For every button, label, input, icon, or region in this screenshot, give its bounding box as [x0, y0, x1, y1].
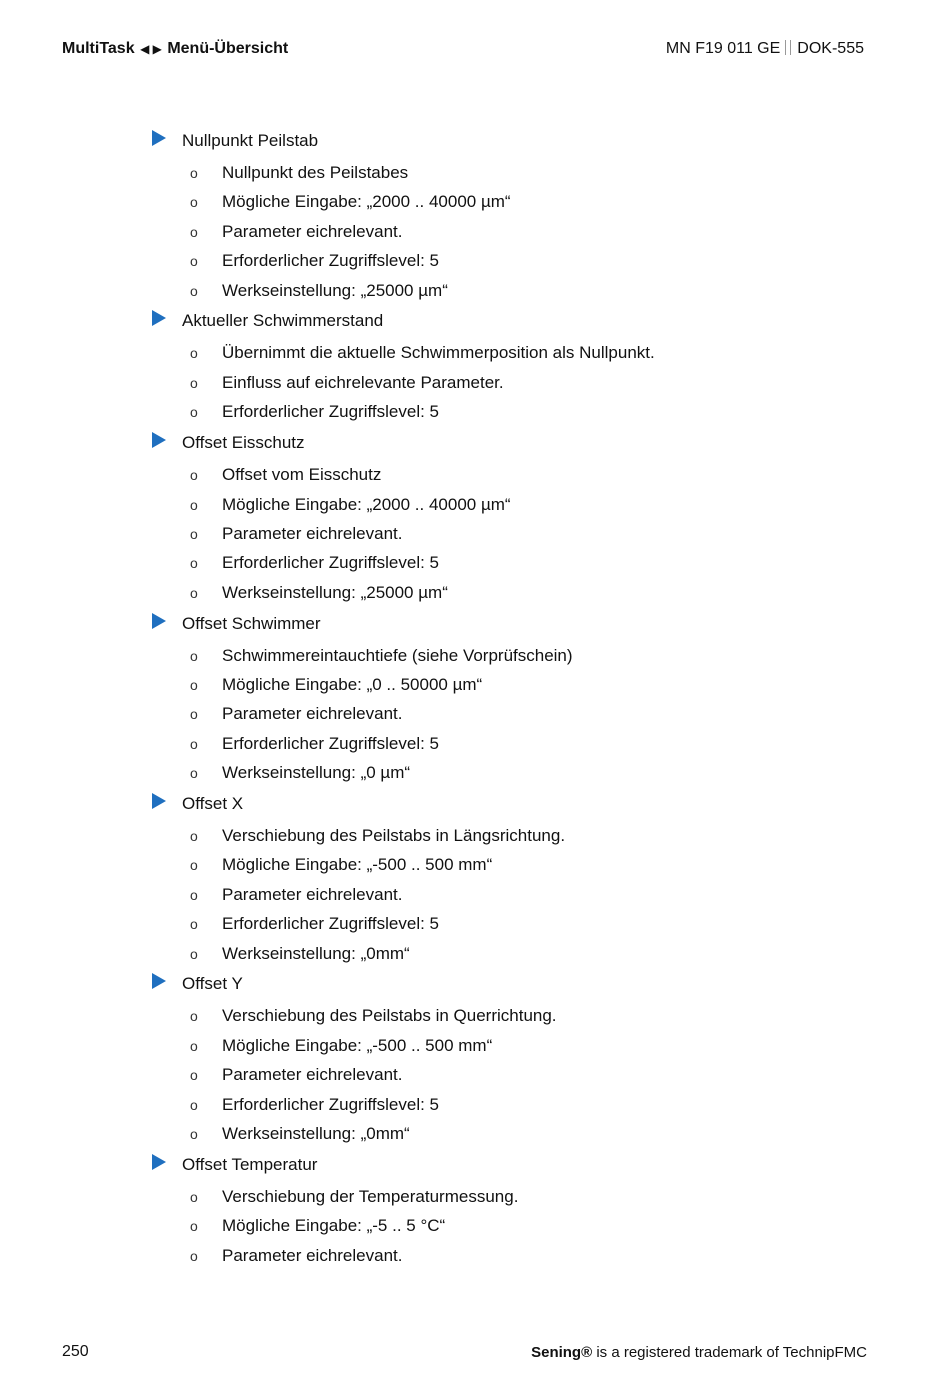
parameter-section: [150, 610, 870, 788]
list-item: [150, 1031, 870, 1060]
parameter-title-row: [150, 790, 870, 821]
circle-bullet-icon: o: [190, 1067, 198, 1084]
parameter-title: Offset Temperatur: [182, 1154, 318, 1174]
list-item: [150, 368, 870, 397]
list-item-text: Parameter eichrelevant.: [222, 1065, 403, 1085]
parameter-title: Offset X: [182, 794, 244, 814]
triangle-bullet-icon: [152, 613, 166, 629]
list-item-text: Erforderlicher Zugriffslevel: 5: [222, 914, 439, 934]
parameter-title: Aktueller Schwimmerstand: [182, 311, 384, 331]
list-item-text: Nullpunkt des Peilstabes: [222, 163, 409, 182]
list-item-text: Verschiebung des Peilstabs in Querrichtung.: [222, 1006, 557, 1026]
list-item: [150, 217, 870, 246]
circle-bullet-icon: o: [190, 374, 198, 391]
circle-bullet-icon: o: [190, 345, 198, 362]
circle-bullet-icon: o: [190, 194, 198, 211]
parameter-section: [150, 429, 870, 607]
list-item-text: Mögliche Eingabe: „2000 .. 40000 µm“: [222, 192, 511, 212]
triangle-bullet-icon: [152, 793, 166, 809]
parameter-title-row: [150, 127, 870, 158]
list-item-text: Erforderlicher Zugriffslevel: 5: [222, 402, 439, 422]
list-item: [150, 1001, 870, 1030]
circle-bullet-icon: o: [190, 1037, 198, 1054]
list-item-text: Mögliche Eingabe: „-500 .. 500 mm“: [222, 1035, 493, 1055]
circle-bullet-icon: o: [190, 496, 198, 513]
list-item-text: Parameter eichrelevant.: [222, 523, 403, 543]
list-item: [150, 490, 870, 519]
circle-bullet-icon: o: [190, 765, 198, 782]
list-item: [150, 397, 870, 426]
trademark-notice: [531, 1344, 867, 1361]
circle-bullet-icon: o: [190, 525, 198, 542]
list-item-text: Mögliche Eingabe: „-5 .. 5 °C“: [222, 1216, 446, 1236]
circle-bullet-icon: o: [190, 1188, 198, 1205]
circle-bullet-icon: o: [190, 735, 198, 752]
double-bar-divider: [785, 40, 791, 55]
list-item-text: Erforderlicher Zugriffslevel: 5: [222, 553, 439, 573]
list-item: [150, 850, 870, 879]
parameter-section: [150, 1151, 870, 1270]
list-item-text: Offset vom Eisschutz: [222, 465, 382, 485]
circle-bullet-icon: o: [190, 223, 198, 240]
circle-bullet-icon: o: [190, 1218, 198, 1235]
parameter-title: Offset Schwimmer: [182, 613, 321, 633]
list-item-text: Werkseinstellung: „25000 µm“: [222, 582, 448, 602]
list-item-text: Werkseinstellung: „25000 µm“: [222, 280, 448, 300]
trademark-text: is a registered trademark of TechnipFMC: [592, 1344, 867, 1361]
list-item-text: Übernimmt die aktuelle Schwimmerposition als Nullpunkt.: [222, 343, 655, 363]
list-item: [150, 158, 870, 187]
parameter-section: [150, 127, 870, 305]
header-doc-info: [666, 40, 864, 58]
doc-code: DOK-555: [797, 40, 864, 57]
header-subtitle: Menü-Übersicht: [167, 40, 289, 57]
circle-bullet-icon: o: [190, 676, 198, 693]
list-item-text: Einfluss auf eichrelevante Parameter.: [222, 372, 504, 392]
list-item: [150, 821, 870, 850]
list-item-text: Mögliche Eingabe: „-500 .. 500 mm“: [222, 855, 493, 875]
triangle-bullet-icon: [152, 1154, 166, 1170]
circle-bullet-icon: o: [190, 467, 198, 484]
triangle-bullet-icon: [152, 130, 166, 146]
list-item: [150, 1182, 870, 1211]
circle-bullet-icon: o: [190, 1126, 198, 1143]
circle-bullet-icon: o: [190, 706, 198, 723]
page-number: 250: [62, 1343, 89, 1360]
circle-bullet-icon: o: [190, 282, 198, 299]
circle-bullet-icon: o: [190, 253, 198, 270]
header-breadcrumb: [62, 40, 288, 58]
circle-bullet-icon: o: [190, 647, 198, 664]
parameter-title: Nullpunkt Peilstab: [182, 131, 319, 150]
triangle-bullet-icon: [152, 973, 166, 989]
list-item: [150, 276, 870, 305]
circle-bullet-icon: o: [190, 555, 198, 572]
doc-number: MN F19 011 GE: [665, 40, 781, 57]
list-item-text: Parameter eichrelevant.: [222, 704, 403, 724]
parameter-title-row: [150, 970, 870, 1001]
list-item-text: Mögliche Eingabe: „0 .. 50000 µm“: [222, 674, 483, 694]
list-item: [150, 699, 870, 728]
parameter-title: Offset Y: [182, 974, 243, 994]
list-item: [150, 670, 870, 699]
brand-name: Sening®: [531, 1344, 593, 1361]
list-item: [150, 939, 870, 968]
list-item: [150, 880, 870, 909]
parameter-section: [150, 307, 870, 426]
circle-bullet-icon: o: [190, 857, 198, 874]
parameter-title-row: [150, 307, 870, 338]
list-item-text: Schwimmereintauchtiefe (siehe Vorprüfschein): [222, 645, 573, 665]
list-item-text: Parameter eichrelevant.: [222, 221, 403, 241]
list-item-text: Erforderlicher Zugriffslevel: 5: [222, 251, 439, 271]
list-item: [150, 1241, 870, 1270]
list-item: [150, 641, 870, 670]
list-item-text: Verschiebung des Peilstabs in Längsrichtung.: [222, 826, 566, 846]
circle-bullet-icon: o: [190, 1247, 198, 1264]
parameter-list: [150, 127, 870, 1273]
list-item: [150, 578, 870, 607]
list-item-text: Erforderlicher Zugriffslevel: 5: [222, 1094, 439, 1114]
list-item: [150, 338, 870, 367]
list-item-text: Werkseinstellung: „0mm“: [222, 1124, 410, 1144]
circle-bullet-icon: o: [190, 1096, 198, 1113]
list-item-text: Parameter eichrelevant.: [222, 884, 403, 904]
list-item-text: Parameter eichrelevant.: [222, 1245, 403, 1265]
list-item: [150, 1060, 870, 1089]
list-item: [150, 729, 870, 758]
list-item-text: Werkseinstellung: „0 µm“: [222, 763, 411, 783]
circle-bullet-icon: o: [190, 1008, 198, 1025]
triangle-bullet-icon: [152, 310, 166, 326]
nav-arrows-icon: ◀ ▶: [140, 42, 162, 56]
list-item: [150, 246, 870, 275]
list-item: [150, 1090, 870, 1119]
list-item-text: Verschiebung der Temperaturmessung.: [222, 1186, 519, 1206]
list-item: [150, 519, 870, 548]
circle-bullet-icon: o: [190, 165, 198, 181]
list-item-text: Erforderlicher Zugriffslevel: 5: [222, 733, 439, 753]
triangle-bullet-icon: [152, 432, 166, 448]
list-item: [150, 548, 870, 577]
circle-bullet-icon: o: [190, 584, 198, 601]
list-item-text: Mögliche Eingabe: „2000 .. 40000 µm“: [222, 494, 511, 514]
list-item-text: Werkseinstellung: „0mm“: [222, 943, 410, 963]
list-item: [150, 758, 870, 787]
parameter-title-row: [150, 1151, 870, 1182]
circle-bullet-icon: o: [190, 828, 198, 845]
parameter-title: Offset Eisschutz: [182, 433, 305, 453]
parameter-section: [150, 970, 870, 1148]
list-item: [150, 909, 870, 938]
list-item: [150, 1211, 870, 1240]
header-title: MultiTask: [62, 40, 135, 57]
circle-bullet-icon: o: [190, 916, 198, 933]
parameter-title-row: [150, 610, 870, 641]
circle-bullet-icon: o: [190, 886, 198, 903]
parameter-section: [150, 790, 870, 968]
circle-bullet-icon: o: [190, 945, 198, 962]
list-item: [150, 187, 870, 216]
circle-bullet-icon: o: [190, 404, 198, 421]
list-item: [150, 1119, 870, 1148]
list-item: [150, 460, 870, 489]
parameter-title-row: [150, 429, 870, 460]
